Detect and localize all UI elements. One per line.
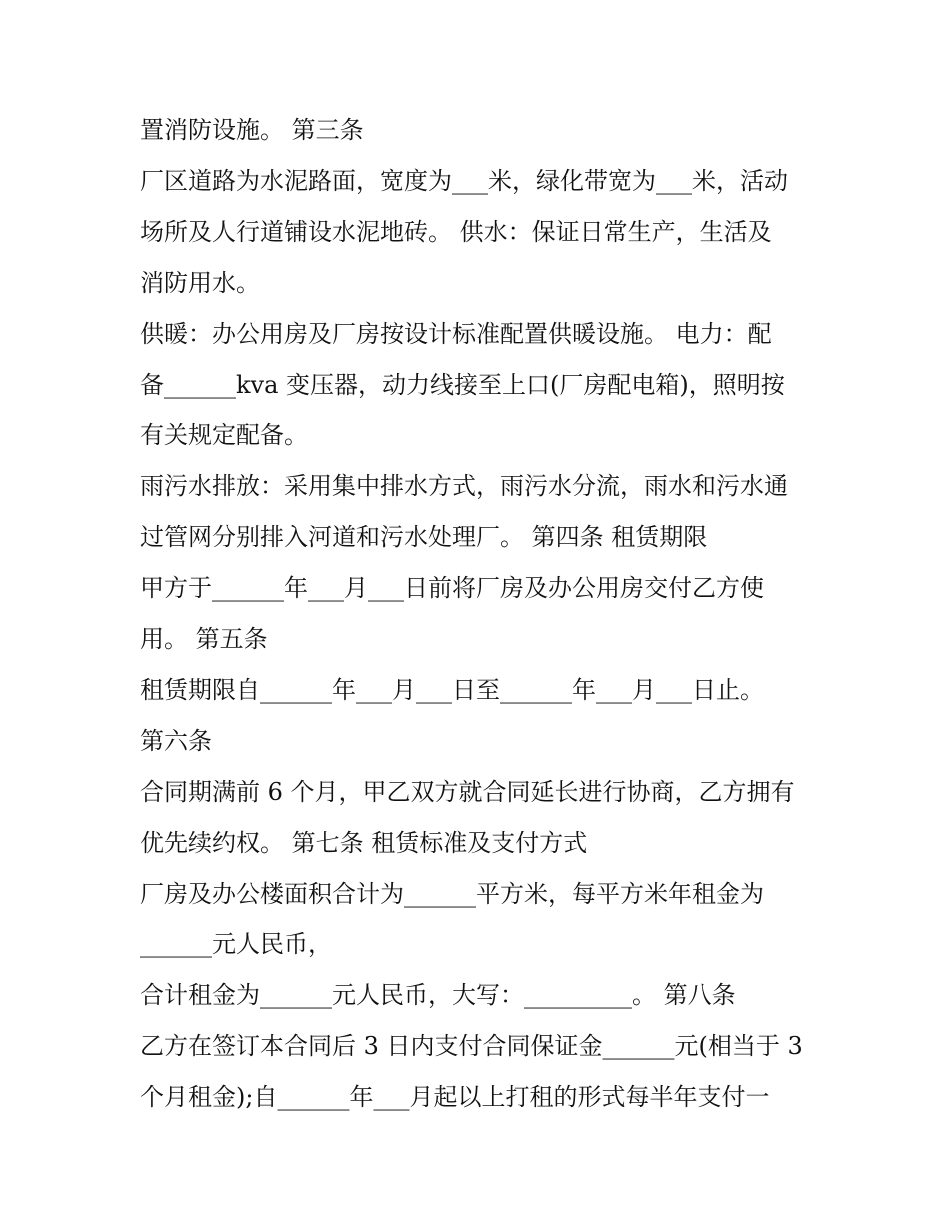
text-line: 场所及人行道铺设水泥地砖。 供水：保证日常生产，生活及 — [140, 218, 772, 246]
text-line: 租赁期限自______年___月___日至______年___月___日止。 — [140, 676, 764, 704]
text-line: 供暖：办公用房及厂房按设计标准配置供暖设施。 电力：配 — [140, 320, 772, 348]
text-line: 个月租金);自______年___月起以上打租的形式每半年支付一 — [140, 1083, 770, 1111]
text-line: 有关规定配备。 — [140, 421, 308, 449]
text-line: 优先续约权。 第七条 租赁标准及支付方式 — [140, 829, 588, 857]
text-line: 用。 第五条 — [140, 625, 268, 653]
text-line: 厂区道路为水泥路面，宽度为___米，绿化带宽为___米，活动 — [140, 167, 788, 195]
text-line: 第六条 — [140, 727, 212, 755]
text-line: ______元人民币， — [140, 930, 332, 958]
text-line: 消防用水。 — [140, 269, 260, 297]
text-line: 合同期满前 6 个月，甲乙双方就合同延长进行协商，乙方拥有 — [140, 778, 795, 806]
text-line: 厂房及办公楼面积合计为______平方米，每平方米年租金为 — [140, 880, 764, 908]
text-line: 甲方于______年___月___日前将厂房及办公用房交付乙方使 — [140, 574, 764, 602]
text-line: 过管网分别排入河道和污水处理厂。 第四条 租赁期限 — [140, 523, 708, 551]
text-line: 合计租金为______元人民币，大写：_________。 第八条 — [140, 981, 736, 1009]
text-line: 备______kva 变压器，动力线接至上口(厂房配电箱)，照明按 — [140, 371, 785, 399]
text-line: 雨污水排放：采用集中排水方式，雨污水分流，雨水和污水通 — [140, 472, 788, 500]
text-line: 置消防设施。 第三条 — [140, 116, 364, 144]
text-line: 乙方在签订本合同后 3 日内支付合同保证金______元(相当于 3 — [140, 1032, 803, 1060]
